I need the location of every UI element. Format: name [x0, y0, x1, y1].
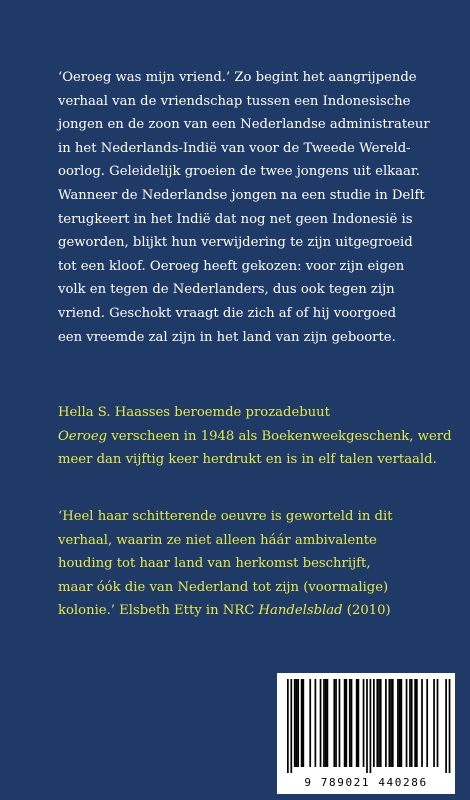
quote-line: ‘Heel haar schitterende oeuvre is geworteld in dit — [58, 509, 393, 524]
barcode-bar — [315, 679, 317, 767]
author-info-line: Hella S. Haasses beroemde prozadebuut — [58, 405, 330, 420]
barcode-bar — [409, 679, 411, 767]
quote-line — [58, 599, 460, 623]
barcode-bar — [406, 679, 408, 767]
barcode-bar — [380, 679, 382, 767]
author-info-line: meer dan vijftig keer herdrukt en is in elf talen vertaald. — [58, 452, 437, 468]
barcode-bar — [390, 679, 392, 767]
barcode-bar — [351, 679, 353, 767]
review-quote — [58, 505, 460, 623]
blurb-line: oorlog. Geleidelijk groeien de twee jongens uit elkaar. — [58, 164, 420, 180]
barcode-bar — [349, 679, 351, 767]
barcode-bar — [421, 679, 423, 767]
barcode-bar — [301, 679, 303, 767]
barcode-bar — [414, 679, 416, 767]
barcode-bar — [287, 679, 289, 773]
barcode-bar — [363, 679, 365, 767]
barcode-bar — [366, 679, 368, 773]
blurb-line: terugkeert in het Indië dat nog net geen Indonesië is — [58, 211, 413, 227]
barcode-bar — [385, 679, 387, 767]
blurb-line: Wanneer de Nederlandse jongen na een studie in Delft — [58, 187, 425, 203]
quote-line: verhaal, waarin ze niet alleen háár ambivalente — [58, 532, 377, 548]
blurb-line: ‘Oeroeg was mijn vriend.’ Zo begint het aangrijpende — [58, 70, 417, 85]
blurb-line: tot een kloof. Oeroeg heeft gekozen: voor zijn eigen — [58, 258, 405, 274]
barcode-bar — [327, 679, 329, 767]
barcode-bar — [411, 679, 413, 767]
barcode-bar — [297, 679, 299, 767]
blurb-line: jongen en de zoon van een Nederlandse administrateur — [58, 117, 430, 133]
barcode-bar — [345, 679, 347, 767]
barcode-bar — [401, 679, 403, 767]
barcode-bar — [433, 679, 435, 767]
barcode-bar — [373, 679, 375, 767]
barcode-bar — [397, 679, 399, 767]
barcode-bar — [376, 679, 378, 767]
barcode-bar — [437, 679, 439, 767]
barcode-bar — [302, 679, 304, 767]
newspaper-title-italic: Handelsblad — [258, 603, 343, 619]
author-info — [58, 401, 460, 472]
barcode-bar — [290, 679, 292, 773]
barcode-bar — [370, 679, 372, 773]
barcode-bar — [378, 679, 380, 767]
blurb-line: vriend. Geschokt vraagt die zich af of hij voorgoed — [58, 305, 397, 321]
book-title-italic: Oeroeg — [58, 428, 108, 444]
blurb-line: verhaal van de vriendschap tussen een Indonesische — [58, 93, 411, 109]
barcode-bar — [399, 679, 401, 767]
quote-year: (2010) — [342, 603, 391, 619]
blurb-line: een vreemde zal zijn in het land van zijn geboorte. — [58, 329, 396, 345]
barcode-bar — [335, 679, 337, 767]
barcode-bar — [339, 679, 341, 767]
barcode-bar — [325, 679, 327, 767]
author-info-line — [58, 425, 460, 449]
blurb-line: volk en tegen de Nederlanders, dus ook tegen zijn — [58, 282, 395, 298]
author-info-text: verscheen in 1948 als Boekenweekgeschenk, werd — [107, 428, 452, 444]
barcode-bar — [294, 679, 296, 767]
barcode-bar — [392, 679, 394, 767]
barcode-bar — [416, 679, 418, 767]
barcode-bar — [445, 679, 447, 773]
quote-line: maar óók die van Nederland tot zijn (voormalige) — [58, 579, 389, 595]
barcode-bar — [323, 679, 325, 767]
isbn-barcode — [277, 673, 455, 794]
isbn-digits: 9 789021 440286 — [304, 776, 428, 789]
barcode-bar — [333, 679, 335, 767]
book-blurb — [58, 66, 460, 349]
barcode-bar — [426, 679, 428, 767]
barcode-bar — [356, 679, 358, 767]
quote-attribution: kolonie.’ Elsbeth Etty in NRC — [58, 603, 259, 619]
barcode-bar — [358, 679, 360, 767]
barcode-bar — [388, 679, 390, 767]
barcode-bar — [320, 679, 322, 767]
blurb-line: in het Nederlands-Indië van voor de Tweede Wereld- — [58, 140, 411, 156]
barcode-bar — [309, 679, 311, 767]
quote-line: houding tot haar land van herkomst beschrijft, — [58, 556, 371, 572]
barcode-bar — [296, 679, 298, 767]
barcode-bar — [344, 679, 346, 767]
barcode-bar — [449, 679, 451, 773]
blurb-line: geworden, blijkt hun verwijdering te zijn uitgegroeid — [58, 235, 413, 251]
